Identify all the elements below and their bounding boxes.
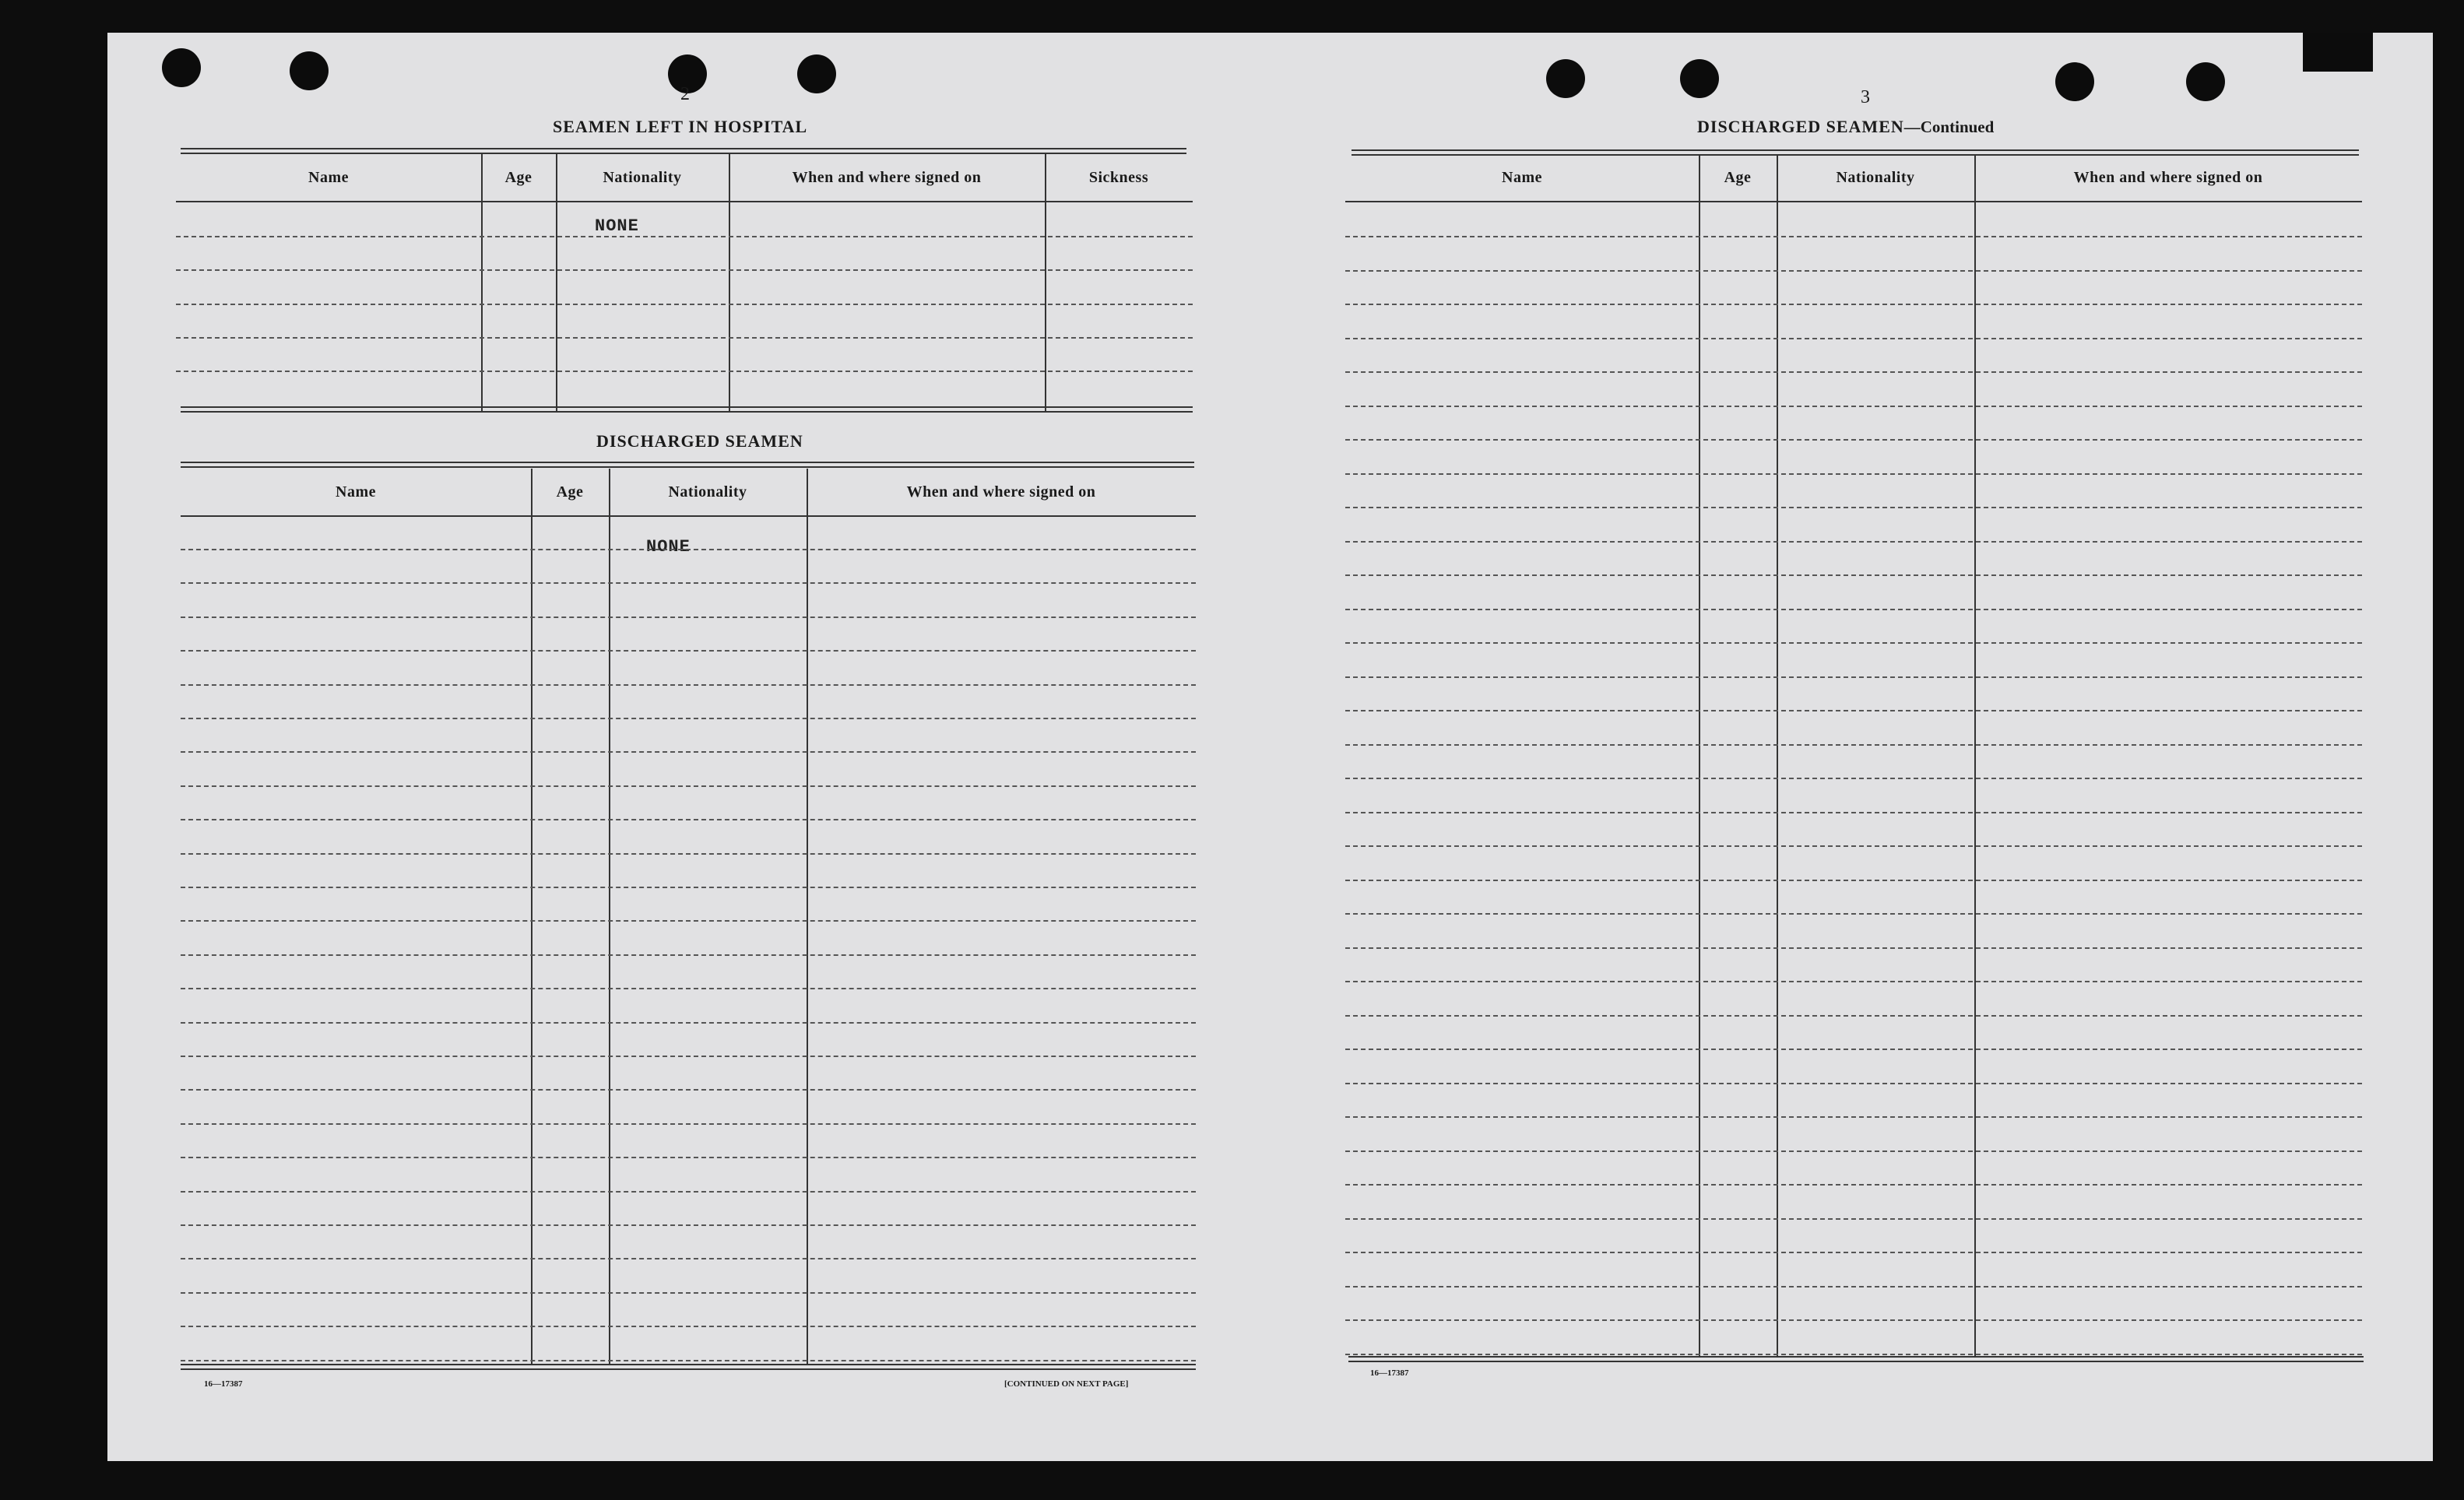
- ruled-line: [1345, 981, 2362, 982]
- ruled-line: [1345, 1252, 2362, 1253]
- form-number: 16—17387: [204, 1379, 243, 1389]
- ruled-line: [1345, 541, 2362, 543]
- ruled-line: [181, 1292, 1196, 1294]
- ruled-line: [1345, 1083, 2362, 1084]
- punch-hole: [797, 54, 836, 93]
- column-divider: [609, 469, 610, 1365]
- double-rule: [181, 406, 1193, 413]
- ruled-line: [181, 1123, 1196, 1125]
- ruled-line: [1345, 270, 2362, 272]
- punch-hole: [162, 48, 201, 87]
- column-divider: [1699, 154, 1700, 1358]
- title-main: DISCHARGED SEAMEN: [1697, 117, 1904, 136]
- ruled-line: [176, 304, 1193, 305]
- ruled-line: [1345, 473, 2362, 475]
- hospital-section-title: SEAMEN LEFT IN HOSPITAL: [553, 117, 808, 136]
- column-divider: [1777, 154, 1778, 1358]
- column-header: Age: [556, 483, 584, 501]
- column-header: Name: [336, 483, 376, 501]
- table-header: [181, 469, 1196, 517]
- column-divider: [556, 154, 557, 411]
- punch-hole: [2186, 62, 2225, 101]
- ruled-line: [1345, 574, 2362, 576]
- discharged-continued-table: [1345, 154, 2362, 1358]
- column-divider: [531, 469, 533, 1365]
- column-header: Nationality: [1836, 168, 1915, 186]
- ruled-line: [181, 718, 1196, 719]
- ruled-line: [1345, 1116, 2362, 1118]
- double-rule: [181, 462, 1194, 468]
- ruled-line: [181, 887, 1196, 888]
- ruled-line: [176, 337, 1193, 339]
- hospital-table: [176, 154, 1193, 411]
- ruled-line: [181, 1022, 1196, 1024]
- punch-hole: [290, 51, 329, 90]
- ruled-line: [181, 1360, 1196, 1361]
- ruled-line: [1345, 812, 2362, 813]
- ruled-line: [1345, 1218, 2362, 1220]
- discharged-table: [181, 469, 1196, 1365]
- ruled-line: [1345, 676, 2362, 678]
- ruled-line: [1345, 1150, 2362, 1152]
- double-rule: [181, 1364, 1196, 1370]
- ruled-line: [1345, 947, 2362, 949]
- ruled-line: [1345, 1184, 2362, 1186]
- column-header: When and where signed on: [906, 483, 1096, 501]
- punch-hole: [1680, 59, 1719, 98]
- ruled-line: [1345, 338, 2362, 339]
- ruled-line: [176, 371, 1193, 372]
- ruled-line: [181, 582, 1196, 584]
- ruled-line: [181, 988, 1196, 989]
- ruled-line: [1345, 507, 2362, 508]
- ruled-line: [1345, 406, 2362, 407]
- form-number: 16—17387: [1370, 1368, 1409, 1378]
- continued-note: [CONTINUED ON NEXT PAGE]: [1004, 1379, 1129, 1389]
- ruled-line: [1345, 304, 2362, 305]
- column-header: Nationality: [603, 168, 682, 186]
- ruled-line: [181, 751, 1196, 753]
- page-number: 2: [680, 84, 690, 104]
- column-divider: [481, 154, 483, 411]
- ruled-line: [1345, 1286, 2362, 1287]
- none-stamp: NONE: [646, 537, 691, 557]
- ruled-line: [1345, 1354, 2362, 1355]
- ruled-line: [1345, 778, 2362, 779]
- table-header: [1345, 154, 2362, 202]
- column-header: Age: [504, 168, 533, 186]
- ruled-line: [1345, 439, 2362, 441]
- column-header: Age: [1724, 168, 1752, 186]
- ruled-line: [1345, 744, 2362, 746]
- ruled-line: [181, 650, 1196, 652]
- ruled-line: [1345, 1015, 2362, 1017]
- ruled-line: [1345, 880, 2362, 881]
- table-header: [176, 154, 1193, 202]
- column-header: Nationality: [668, 483, 747, 501]
- ruled-line: [176, 269, 1193, 271]
- ruled-line: [181, 819, 1196, 820]
- ruled-line: [181, 1056, 1196, 1057]
- ruled-line: [181, 853, 1196, 855]
- ruled-line: [181, 549, 1196, 550]
- column-header: Sickness: [1088, 168, 1149, 186]
- title-suffix: —Continued: [1903, 118, 1995, 136]
- ruled-line: [181, 1224, 1196, 1226]
- column-header: Name: [308, 168, 349, 186]
- ruled-line: [1345, 1049, 2362, 1050]
- ruled-line: [1345, 845, 2362, 847]
- column-header: Name: [1502, 168, 1542, 186]
- none-stamp: NONE: [595, 216, 639, 236]
- ruled-line: [181, 617, 1196, 618]
- column-divider: [729, 154, 730, 411]
- column-divider: [1974, 154, 1976, 1358]
- ruled-line: [1345, 236, 2362, 237]
- ruled-line: [1345, 710, 2362, 711]
- ruled-line: [181, 684, 1196, 686]
- column-divider: [807, 469, 808, 1365]
- discharged-section-title: DISCHARGED SEAMEN: [596, 431, 803, 451]
- ruled-line: [181, 954, 1196, 956]
- ruled-line: [1345, 371, 2362, 373]
- double-rule: [181, 148, 1186, 154]
- ruled-line: [1345, 609, 2362, 610]
- ruled-line: [181, 785, 1196, 787]
- sheet-corner-notch: [2303, 33, 2373, 72]
- ruled-line: [181, 1089, 1196, 1091]
- ruled-line: [181, 920, 1196, 922]
- ruled-line: [181, 1326, 1196, 1327]
- ruled-line: [181, 1258, 1196, 1259]
- column-divider: [1045, 154, 1046, 411]
- ruled-line: [181, 1191, 1196, 1193]
- ruled-line: [1345, 1319, 2362, 1321]
- ruled-line: [176, 236, 1193, 237]
- ruled-line: [181, 1157, 1196, 1158]
- double-rule: [1348, 1356, 2364, 1362]
- column-header: When and where signed on: [792, 168, 982, 186]
- discharged-continued-title: [1697, 117, 1994, 137]
- ruled-line: [1345, 913, 2362, 915]
- page-number: 3: [1861, 87, 1870, 107]
- ruled-line: [1345, 642, 2362, 644]
- punch-hole: [2055, 62, 2094, 101]
- punch-hole: [1546, 59, 1585, 98]
- column-header: When and where signed on: [2073, 168, 2263, 186]
